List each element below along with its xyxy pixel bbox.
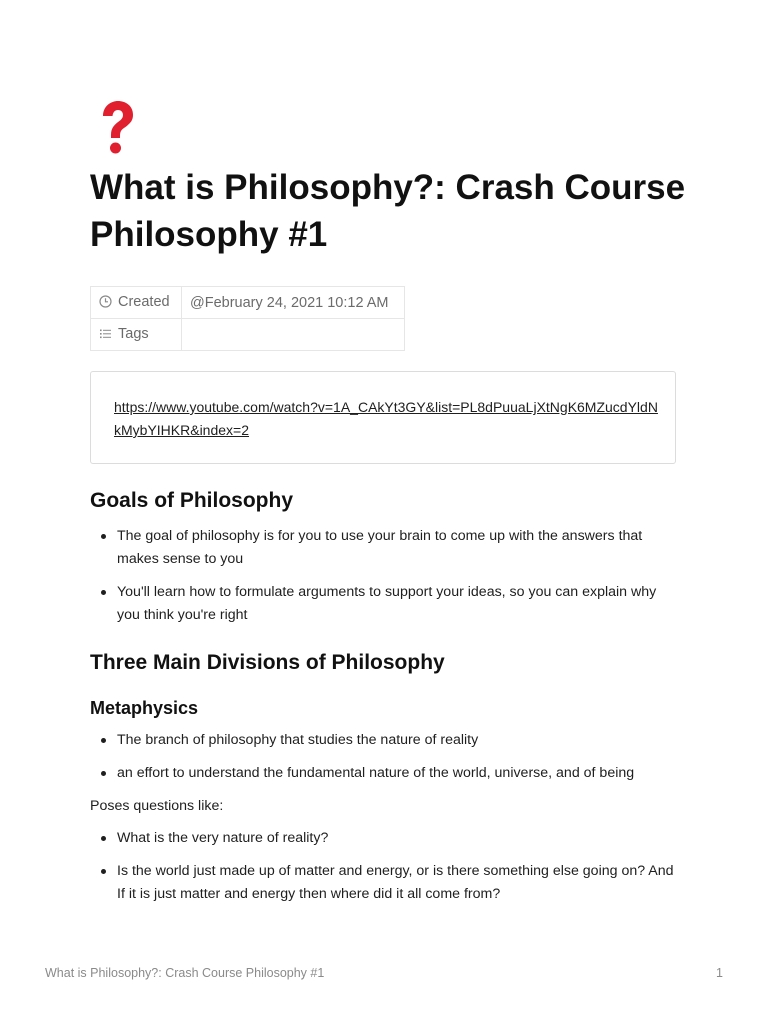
footer-title: What is Philosophy?: Crash Course Philosophy #1 <box>45 966 325 980</box>
list-item: What is the very nature of reality? <box>90 827 680 850</box>
list-item: The goal of philosophy is for you to use your brain to come up with the answers that makes sense to you <box>90 525 680 571</box>
heading-metaphysics: Metaphysics <box>90 698 199 718</box>
property-label: Tags <box>118 325 149 342</box>
poses-questions-label: Poses questions like: <box>90 798 224 814</box>
property-value-tags[interactable] <box>182 319 405 351</box>
page-number: 1 <box>716 966 723 980</box>
property-row-created <box>91 287 405 319</box>
properties-table <box>90 286 405 351</box>
list-item: You'll learn how to formulate arguments to support your ideas, so you can explain why you think you're right <box>90 581 680 627</box>
clock-icon <box>99 295 112 312</box>
bookmark-link[interactable]: https://www.youtube.com/watch?v=1A_CAkYt3GY&list=PL8dPuuaLjXtNgK6MZucdYldNkMybYIHKR&index=2 <box>114 399 658 438</box>
metaphysics-list <box>90 729 680 785</box>
list-icon <box>99 327 112 344</box>
list-item: Is the world just made up of matter and energy, or is there something else going on? And If it is just matter and energy then where did it all come from? <box>90 860 680 906</box>
list-item: The branch of philosophy that studies the nature of reality <box>90 729 680 752</box>
page-title: What is Philosophy?: Crash Course Philosophy #1 <box>90 168 686 254</box>
heading-goals: Goals of Philosophy <box>90 489 294 512</box>
property-row-tags <box>91 319 405 351</box>
bookmark-card[interactable] <box>90 371 676 464</box>
list-item: an effort to understand the fundamental nature of the world, universe, and of being <box>90 762 680 785</box>
questions-list <box>90 827 680 906</box>
question-mark-icon <box>95 100 139 156</box>
goals-list <box>90 525 680 627</box>
property-value-created: @February 24, 2021 10:12 AM <box>182 287 405 319</box>
heading-divisions: Three Main Divisions of Philosophy <box>90 651 445 674</box>
property-label: Created <box>118 293 170 310</box>
